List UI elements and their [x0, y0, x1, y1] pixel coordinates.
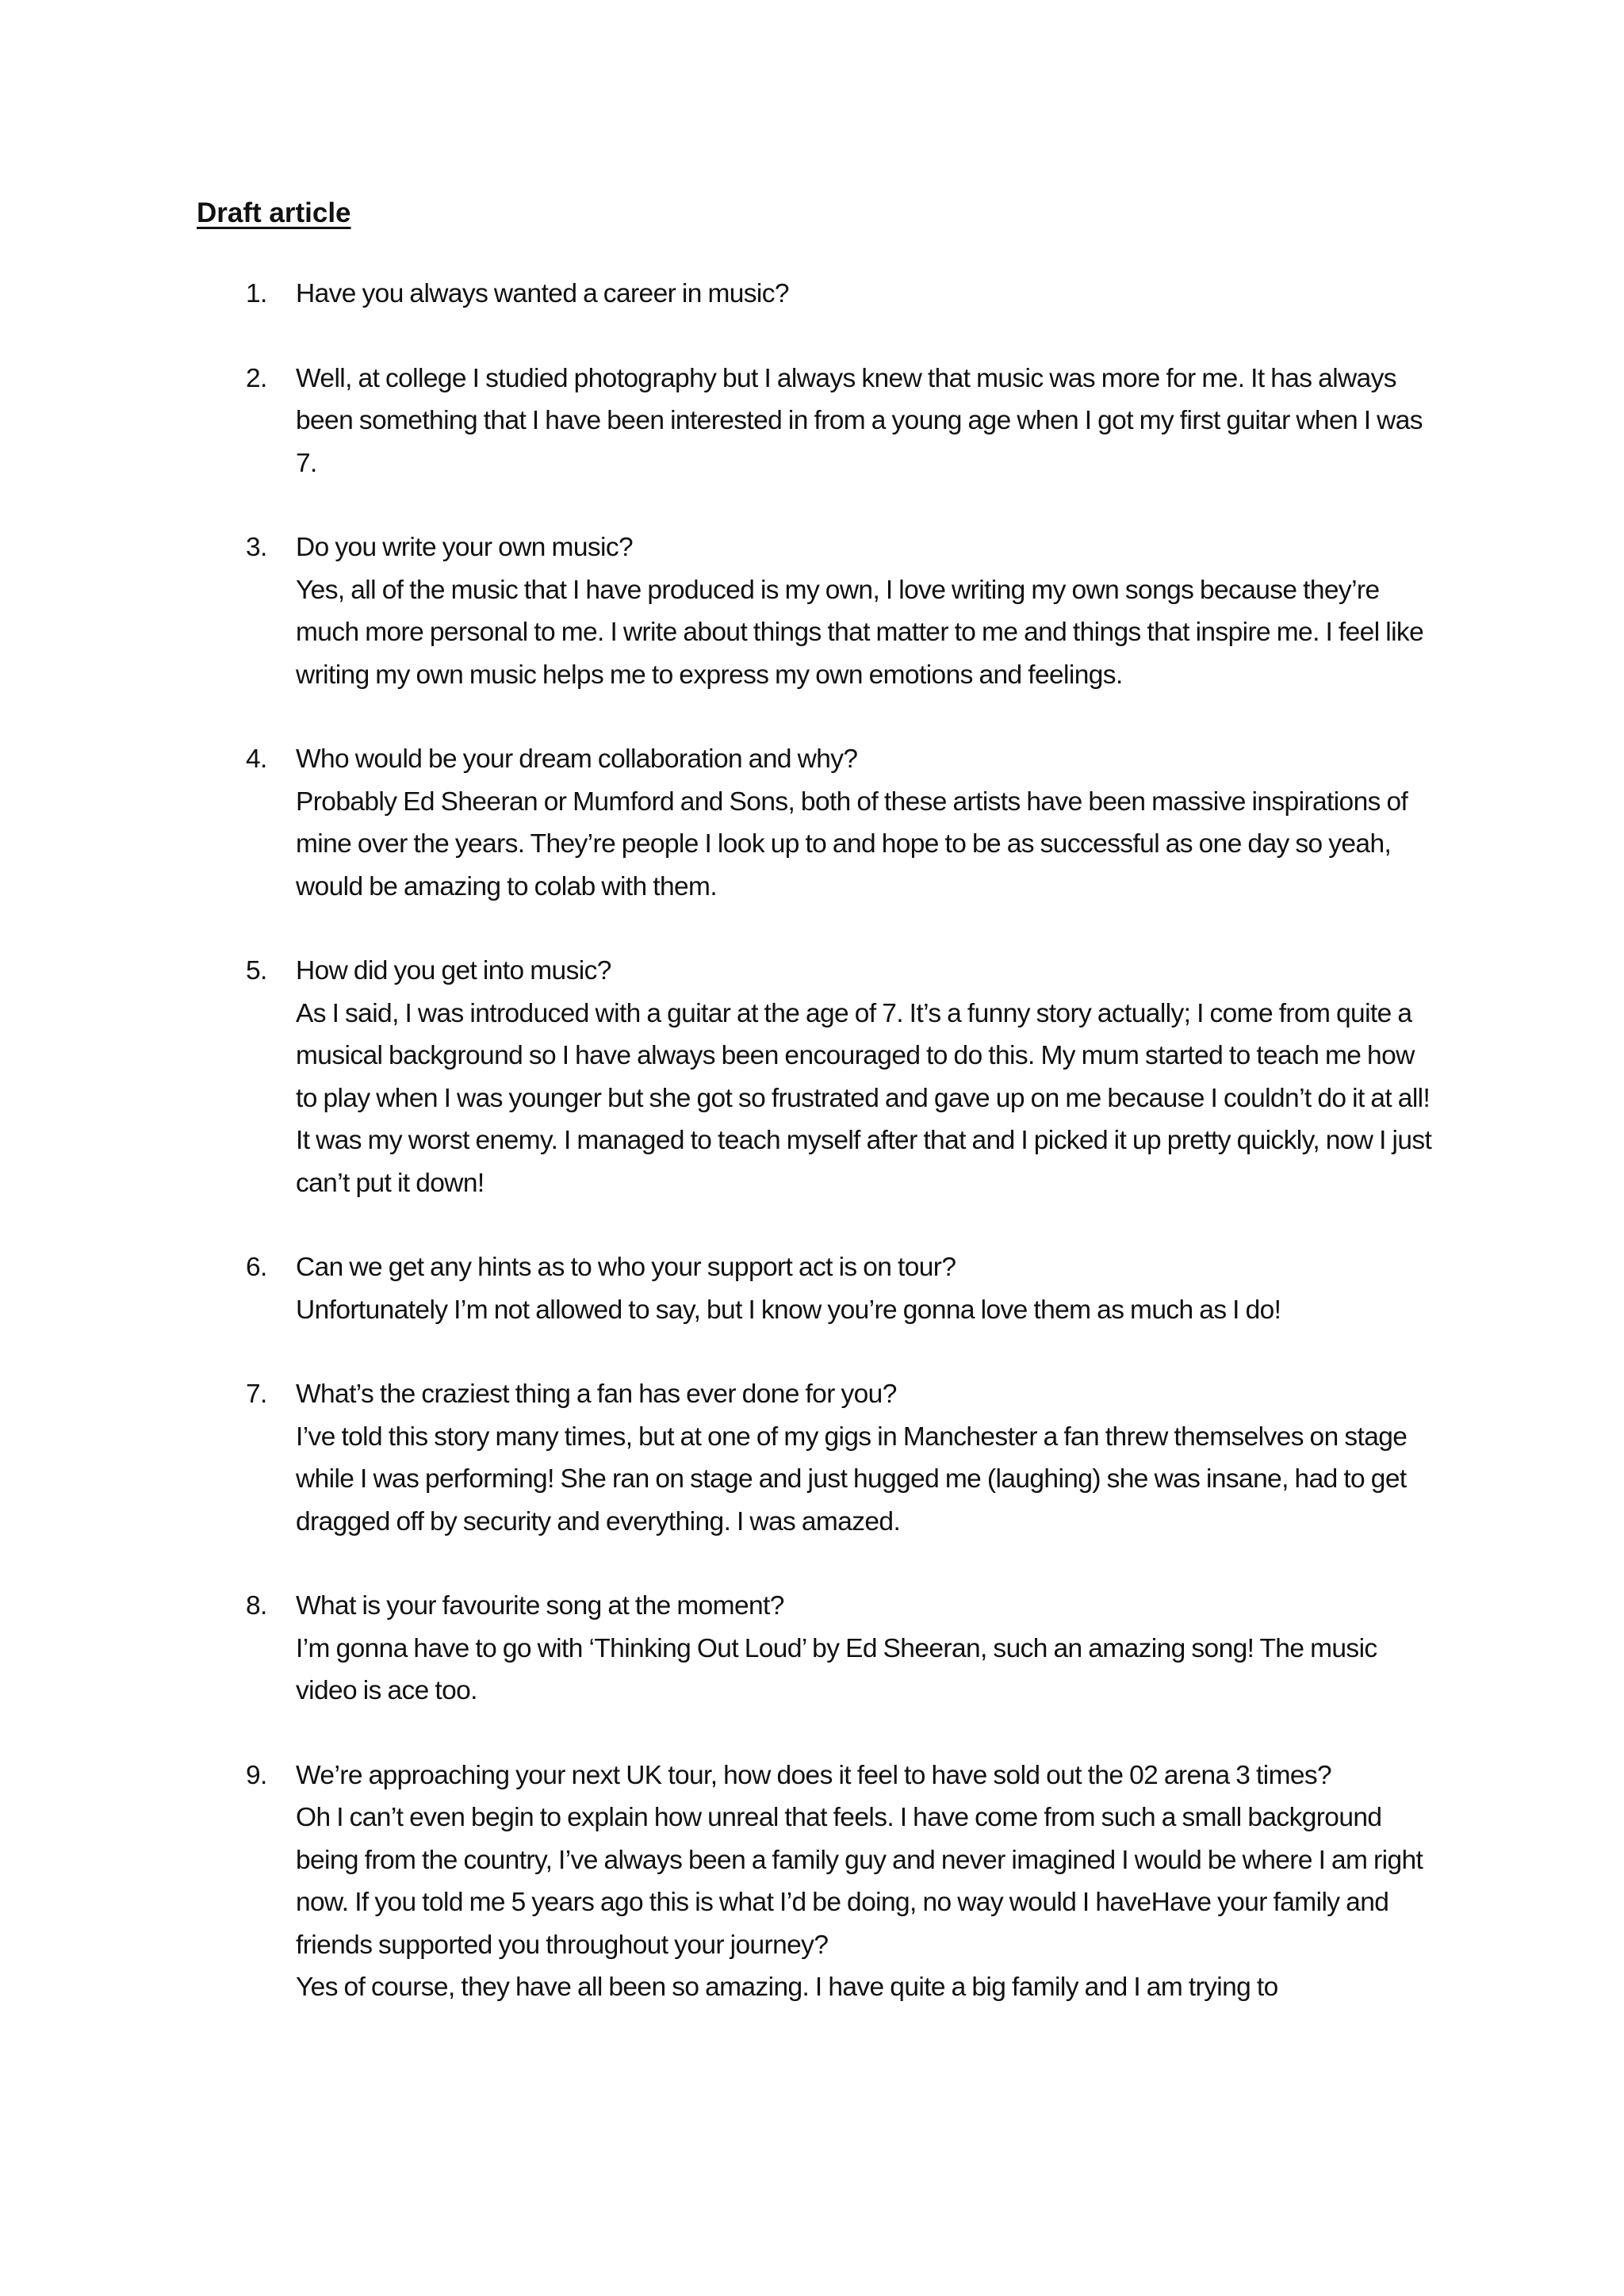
item-number: 3. — [246, 533, 267, 562]
list-item — [197, 950, 1434, 1204]
interview-list — [197, 273, 1434, 2009]
item-number: 9. — [246, 1760, 267, 1790]
item-answer: Probably Ed Sheeran or Mumford and Sons, both of these artists have been massive inspirations of mine over the years. They’re people I look up to and hope to be as successful as one day so yeah, would be amazing to colab with them. — [296, 786, 1408, 901]
item-number: 2. — [246, 363, 267, 393]
item-question: Have you always wanted a career in music? — [296, 279, 789, 308]
list-item — [197, 526, 1434, 696]
item-question: Well, at college I studied photography but I always knew that music was more for me. It has always been something that I have been interested in from a young age when I got my first guitar when I was 7. — [296, 363, 1423, 478]
list-item — [197, 1585, 1434, 1712]
list-item — [197, 273, 1434, 316]
list-item — [197, 358, 1434, 485]
item-number: 1. — [246, 279, 267, 308]
document-title: Draft article — [197, 197, 351, 228]
item-question: Who would be your dream collaboration and why? — [296, 744, 858, 774]
item-question: What’s the craziest thing a fan has ever done for you? — [296, 1380, 897, 1409]
item-number: 7. — [246, 1380, 267, 1409]
item-question: Do you write your own music? — [296, 533, 634, 562]
item-answer-continued: Yes of course, they have all been so amazing. I have quite a big family and I am trying to — [296, 1973, 1278, 2002]
item-number: 8. — [246, 1591, 267, 1621]
item-answer: I’m gonna have to go with ‘Thinking Out Loud’ by Ed Sheeran, such an amazing song! The music video is ace too. — [296, 1633, 1377, 1705]
item-number: 6. — [246, 1253, 267, 1282]
document-body — [197, 192, 1434, 2051]
list-item — [197, 738, 1434, 908]
list-item — [197, 1246, 1434, 1331]
item-answer: Yes, all of the music that I have produced is my own, I love writing my own songs because they’re much more personal to me. I write about things that matter to me and things that inspire me. I feel like writing my own music helps me to express my own emotions and feelings. — [296, 575, 1424, 690]
item-answer: As I said, I was introduced with a guitar at the age of 7. It’s a funny story actually; I come from quite a musical background so I have always been encouraged to do this. My mum started to teach me how to play when I was younger but she got so frustrated and gave up on me because I couldn’t do it at all! It was my worst enemy. I managed to teach myself after that and I picked it up pretty quickly, now I just can’t put it down! — [296, 998, 1432, 1198]
item-answer: Oh I can’t even begin to explain how unreal that feels. I have come from such a small background being from the country, I’ve always been a family guy and never imagined I would be where I am right now. If you told me 5 years ago this is what I’d be doing, no way would I haveHave your family and friends supported you throughout your journey? — [296, 1803, 1423, 1960]
item-answer: I’ve told this story many times, but at one of my gigs in Manchester a fan threw themselves on stage while I was performing! She ran on stage and just hugged me (laughing) she was insane, had to get dragged off by security and everything. I was amazed. — [296, 1422, 1408, 1536]
item-answer: Unfortunately I’m not allowed to say, but I know you’re gonna love them as much as I do! — [296, 1295, 1281, 1325]
list-item — [197, 1755, 1434, 2009]
item-number: 4. — [246, 744, 267, 774]
item-question: What is your favourite song at the moment? — [296, 1591, 784, 1621]
list-item — [197, 1373, 1434, 1543]
item-question: We’re approaching your next UK tour, how does it feel to have sold out the 02 arena 3 times? — [296, 1760, 1332, 1790]
item-question: How did you get into music? — [296, 956, 611, 985]
item-question: Can we get any hints as to who your support act is on tour? — [296, 1253, 956, 1282]
item-number: 5. — [246, 956, 267, 985]
